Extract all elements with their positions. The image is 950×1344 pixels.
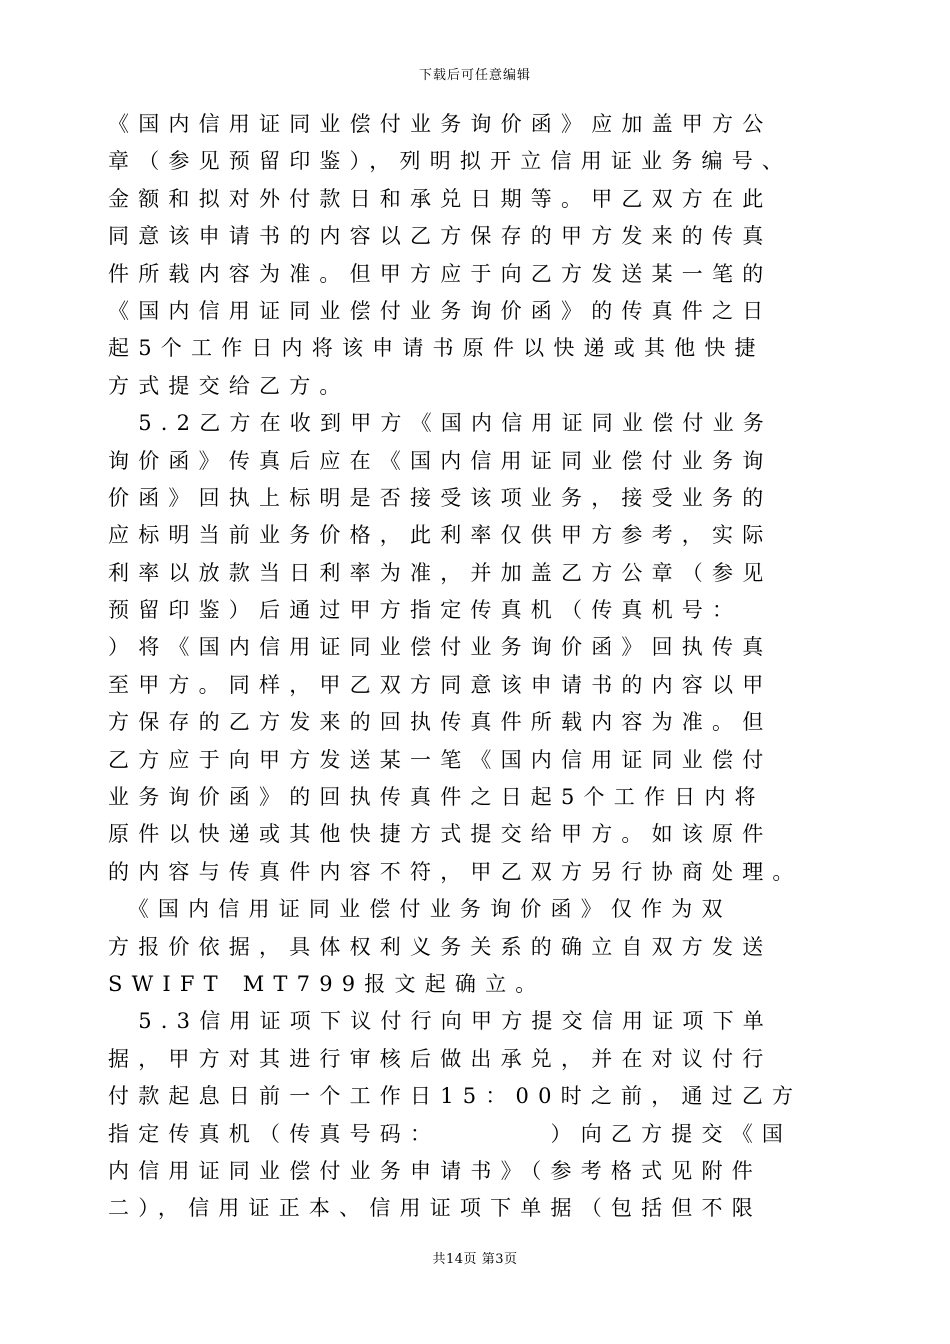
body-line: 金额和拟对外付款日和承兑日期等。甲乙双方在此	[108, 186, 773, 211]
body-line: 利率以放款当日利率为准，并加盖乙方公章（参见	[108, 560, 773, 585]
body-line: 起5个工作日内将该申请书原件以快递或其他快捷	[108, 336, 765, 361]
page-footer: 共14页 第3页	[432, 1252, 518, 1267]
body-line: 5.3信用证项下议付行向甲方提交信用证项下单	[108, 1009, 773, 1034]
body-line: 询价函》传真后应在《国内信用证同业偿付业务询	[108, 448, 773, 473]
body-line: 指定传真机（传真号码： ）向乙方提交《国	[108, 1121, 793, 1146]
body-line: 5.2乙方在收到甲方《国内信用证同业偿付业务	[108, 411, 773, 436]
body-line: 同意该申请书的内容以乙方保存的甲方发来的传真	[108, 224, 773, 249]
body-line: 至甲方。同样，甲乙双方同意该申请书的内容以甲	[108, 672, 773, 697]
body-line: 章（参见预留印鉴），列明拟开立信用证业务编号、	[108, 149, 793, 174]
body-line: 乙方应于向甲方发送某一笔《国内信用证同业偿付	[108, 747, 773, 772]
document-body	[108, 106, 868, 1228]
body-line: 业务询价函》的回执传真件之日起5个工作日内将	[108, 785, 765, 810]
body-line: 付款起息日前一个工作日15：00时之前，通过乙方	[108, 1084, 803, 1109]
body-line: 二），信用证正本、信用证项下单据（包括但不限	[108, 1196, 762, 1221]
body-line: 件所载内容为准。但甲方应于向乙方发送某一笔的	[108, 261, 773, 286]
body-line: ）将《国内信用证同业偿付业务询价函》回执传真	[108, 635, 773, 660]
body-line: 预留印鉴）后通过甲方指定传真机（传真机号：	[108, 598, 743, 623]
body-line: SWIFT MT799报文起确立。	[108, 971, 546, 996]
body-line: 方报价依据，具体权利义务关系的确立自双方发送	[108, 934, 773, 959]
body-line: 据，甲方对其进行审核后做出承兑，并在对议付行	[108, 1046, 773, 1071]
body-line: 《国内信用证同业偿付业务询价函》应加盖甲方公	[108, 112, 773, 136]
page-header: 下载后可任意编辑	[418, 68, 531, 83]
body-line: 内信用证同业偿付业务申请书》（参考格式见附件	[108, 1158, 762, 1183]
body-line: 《国内信用证同业偿付业务询价函》的传真件之日	[108, 298, 773, 323]
body-line: 原件以快递或其他快捷方式提交给甲方。如该原件	[108, 822, 773, 847]
body-line: 的内容与传真件内容不符，甲乙双方另行协商处理。	[108, 859, 803, 884]
body-line: 价函》回执上标明是否接受该项业务，接受业务的	[108, 485, 773, 510]
body-line: 方保存的乙方发来的回执传真件所载内容为准。但	[108, 710, 773, 735]
body-line: 《国内信用证同业偿付业务询价函》仅作为双	[108, 897, 732, 922]
body-line: 方式提交给乙方。	[108, 373, 350, 398]
body-line: 应标明当前业务价格，此利率仅供甲方参考，实际	[108, 523, 773, 548]
